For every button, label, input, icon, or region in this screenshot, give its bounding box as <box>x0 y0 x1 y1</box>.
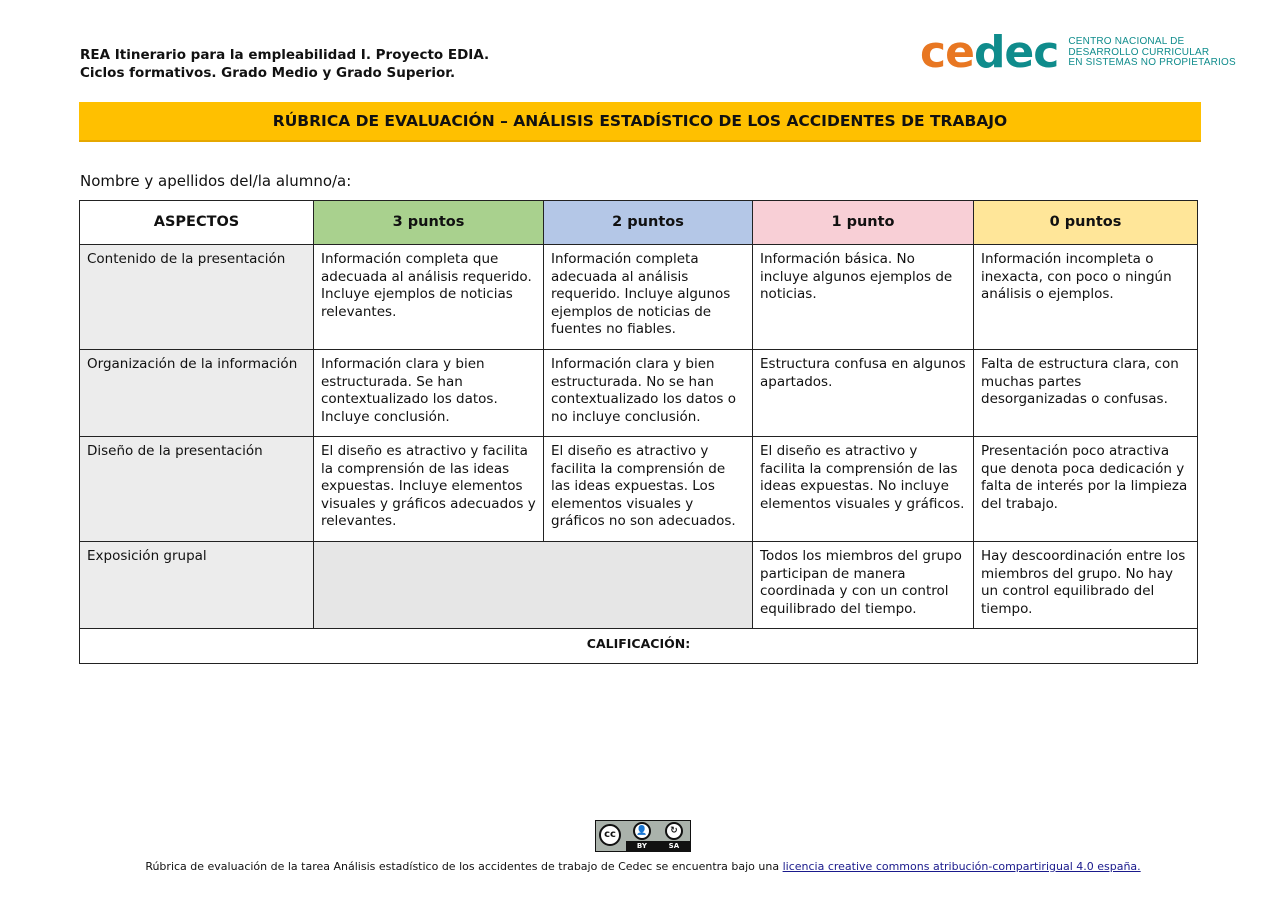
criteria-cell: Información incompleta o inexacta, con poco o ningún análisis o ejemplos. <box>974 245 1198 350</box>
cedec-logo-tagline: CENTRO NACIONAL DE DESARROLLO CURRICULAR EN SISTEMAS NO PROPIETARIOS <box>1068 36 1236 69</box>
header-row <box>80 201 1198 245</box>
cc-icon: cc <box>599 824 621 846</box>
criteria-cell: Todos los miembros del grupo participan de manera coordinada y con un control equilibrado del tiempo. <box>753 542 974 629</box>
table-row <box>80 245 1198 350</box>
aspect-cell: Exposición grupal <box>80 542 314 629</box>
aspect-cell: Diseño de la presentación <box>80 437 314 542</box>
header-1-punto: 1 punto <box>753 201 974 245</box>
header-0-puntos: 0 puntos <box>974 201 1198 245</box>
header-line-2: Ciclos formativos. Grado Medio y Grado Superior. <box>80 65 456 81</box>
criteria-cell: Hay descoordinación entre los miembros del grupo. No hay un control equilibrado del tiempo. <box>974 542 1198 629</box>
header-line-1: REA Itinerario para la empleabilidad I. Proyecto EDIA. <box>80 47 490 63</box>
aspect-cell: Organización de la información <box>80 350 314 437</box>
empty-cell <box>314 542 753 629</box>
cedec-logo-word: cedec <box>920 27 1059 78</box>
criteria-cell: El diseño es atractivo y facilita la comprensión de las ideas expuestas. Incluye elementos visuales y gráficos adecuados y relevantes. <box>314 437 544 542</box>
table-row <box>80 542 1198 629</box>
criteria-cell: Presentación poco atractiva que denota poca dedicación y falta de interés por la limpieza del trabajo. <box>974 437 1198 542</box>
criteria-cell: Información clara y bien estructurada. Se han contextualizado los datos. Incluye conclusión. <box>314 350 544 437</box>
criteria-cell: Falta de estructura clara, con muchas partes desorganizadas o confusas. <box>974 350 1198 437</box>
criteria-cell: Información completa adecuada al análisis requerido. Incluye algunos ejemplos de noticias de fuentes no fiables. <box>544 245 753 350</box>
table-row <box>80 350 1198 437</box>
license-sentence: Rúbrica de evaluación de la tarea Análisis estadístico de los accidentes de trabajo de Cedec se encuentra bajo una <box>145 860 780 873</box>
by-person-icon: 👤 <box>633 822 651 840</box>
document-header <box>80 46 489 82</box>
criteria-cell: Estructura confusa en algunos apartados. <box>753 350 974 437</box>
rubric-table <box>79 200 1198 664</box>
header-2-puntos: 2 puntos <box>544 201 753 245</box>
license-text <box>0 860 1286 873</box>
cedec-logo <box>920 27 1236 78</box>
calificacion-label: CALIFICACIÓN: <box>80 629 1198 664</box>
student-name-label: Nombre y apellidos del/la alumno/a: <box>80 172 352 190</box>
criteria-cell: Información básica. No incluye algunos ejemplos de noticias. <box>753 245 974 350</box>
total-row <box>80 629 1198 664</box>
aspect-cell: Contenido de la presentación <box>80 245 314 350</box>
criteria-cell: El diseño es atractivo y facilita la comprensión de las ideas expuestas. No incluye elementos visuales y gráficos. <box>753 437 974 542</box>
header-3-puntos: 3 puntos <box>314 201 544 245</box>
sa-icon: ↻ <box>665 822 683 840</box>
criteria-cell: El diseño es atractivo y facilita la comprensión de las ideas expuestas. Los elementos visuales y gráficos no son adecuados. <box>544 437 753 542</box>
cc-by-label: BY <box>636 842 647 850</box>
rubric-title-banner: RÚBRICA DE EVALUACIÓN – ANÁLISIS ESTADÍSTICO DE LOS ACCIDENTES DE TRABAJO <box>79 102 1201 142</box>
criteria-cell: Información completa que adecuada al análisis requerido. Incluye ejemplos de noticias relevantes. <box>314 245 544 350</box>
cc-by-sa-icon <box>595 820 691 852</box>
header-aspectos: ASPECTOS <box>80 201 314 245</box>
criteria-cell: Información clara y bien estructurada. No se han contextualizado los datos o no incluye conclusión. <box>544 350 753 437</box>
cc-sa-label: SA <box>668 842 680 850</box>
table-row <box>80 437 1198 542</box>
license-link[interactable]: licencia creative commons atribución-compartirigual 4.0 españa. <box>782 860 1141 873</box>
license-footer <box>0 820 1286 873</box>
